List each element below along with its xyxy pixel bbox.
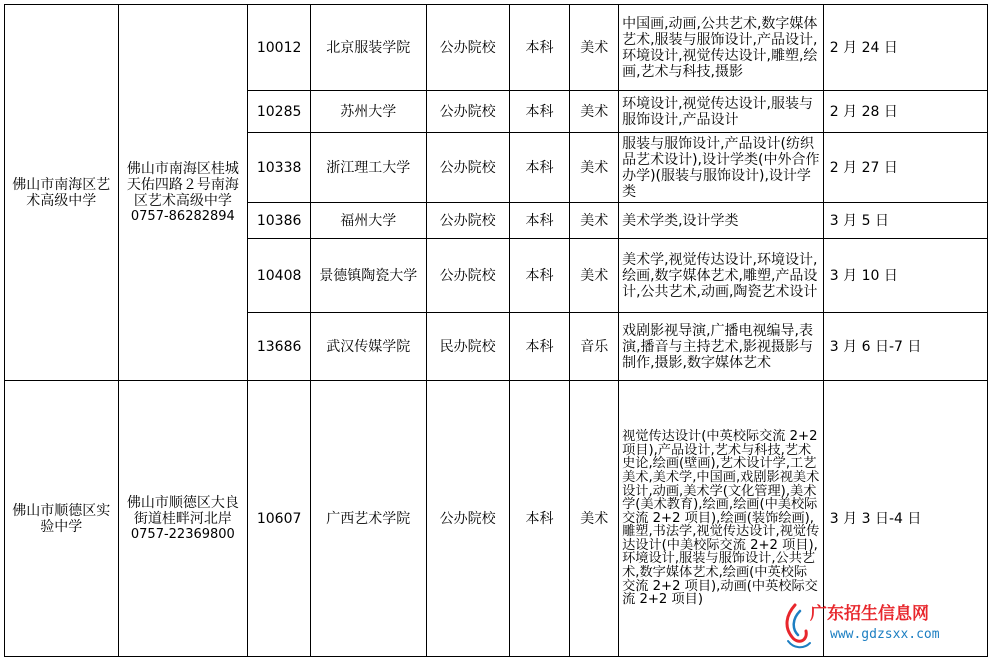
- college-name: 武汉传媒学院: [311, 313, 427, 381]
- degree-level: 本科: [509, 239, 570, 313]
- college-type: 公办院校: [426, 203, 509, 239]
- majors-list: 服装与服饰设计,产品设计(纺织品艺术设计),设计学类(中外合作办学)(服装与服饰设计),设计学类: [619, 133, 824, 203]
- exam-date: 2 月 24 日: [823, 5, 987, 91]
- phone-text: 0757-86282894: [130, 208, 235, 224]
- college-code: 10285: [248, 91, 311, 133]
- college-name: 苏州大学: [311, 91, 427, 133]
- majors-list: 美术学类,设计学类: [619, 203, 824, 239]
- degree-level: 本科: [509, 91, 570, 133]
- exam-date: 3 月 5 日: [823, 203, 987, 239]
- address-text: 佛山市南海区桂城天佑四路２号南海区艺术高级中学: [126, 160, 239, 209]
- majors-list: 视觉传达设计(中英校际交流 2+2 项目),产品设计,艺术与科技,艺术史论,绘画(壁画),艺术设计学,工艺美术,美术学,中国画,戏剧影视美术设计,动画,美术学(文化管理),美术学(美术教育),绘画,绘画(中美校际交流 2+2 项目),绘画(装饰绘画),雕塑,书法学,视觉传达设计,视觉传达设计(中美校际交流 2+2 项目),环境设计,服装与服饰设计,公共艺术,数字媒体艺术,绘画(中英校际交流 2+2 项目),动画(中英校际交流 2+2 项目): [619, 381, 824, 657]
- address-cell: [118, 5, 248, 381]
- degree-level: 本科: [509, 203, 570, 239]
- watermark-title: 广东招生信息网: [810, 604, 929, 624]
- high-school-name: 佛山市南海区艺术高级中学: [12, 176, 111, 209]
- college-type: 公办院校: [426, 133, 509, 203]
- majors-list: 环境设计,视觉传达设计,服装与服饰设计,产品设计: [619, 91, 824, 133]
- exam-category: 美术: [570, 381, 619, 657]
- college-type: 公办院校: [426, 91, 509, 133]
- degree-level: 本科: [509, 313, 570, 381]
- majors-list: 美术学,视觉传达设计,环境设计,绘画,数字媒体艺术,雕塑,产品设计,公共艺术,动画,陶瓷艺术设计: [619, 239, 824, 313]
- exam-category: 美术: [570, 91, 619, 133]
- exam-date: 3 月 3 日-4 日: [823, 381, 987, 657]
- college-type: 公办院校: [426, 239, 509, 313]
- phone-text: 0757-22369800: [130, 526, 235, 542]
- admissions-table: [4, 4, 988, 657]
- degree-level: 本科: [509, 5, 570, 91]
- exam-date: 3 月 6 日-7 日: [823, 313, 987, 381]
- degree-level: 本科: [509, 381, 570, 657]
- exam-category: 美术: [570, 133, 619, 203]
- college-code: 10607: [248, 381, 311, 657]
- college-name: 北京服装学院: [311, 5, 427, 91]
- college-type: 公办院校: [426, 5, 509, 91]
- college-name: 浙江理工大学: [311, 133, 427, 203]
- exam-category: 美术: [570, 239, 619, 313]
- exam-date: 3 月 10 日: [823, 239, 987, 313]
- degree-level: 本科: [509, 133, 570, 203]
- college-code: 10012: [248, 5, 311, 91]
- college-code: 10386: [248, 203, 311, 239]
- address-text: 佛山市顺德区大良街道桂畔河北岸: [126, 494, 239, 527]
- college-name: 广西艺术学院: [311, 381, 427, 657]
- college-name: 景德镇陶瓷大学: [311, 239, 427, 313]
- address-cell: [118, 381, 248, 657]
- college-code: 10338: [248, 133, 311, 203]
- college-code: 13686: [248, 313, 311, 381]
- exam-category: 美术: [570, 203, 619, 239]
- exam-date: 2 月 27 日: [823, 133, 987, 203]
- exam-date: 2 月 28 日: [823, 91, 987, 133]
- college-type: 民办院校: [426, 313, 509, 381]
- majors-list: 戏剧影视导演,广播电视编导,表演,播音与主持艺术,影视摄影与制作,摄影,数字媒体艺术: [619, 313, 824, 381]
- swirl-logo-icon: [778, 601, 812, 651]
- college-code: 10408: [248, 239, 311, 313]
- table-row: [5, 5, 988, 91]
- high-school-cell: [5, 5, 119, 381]
- high-school-cell: [5, 381, 119, 657]
- majors-list: 中国画,动画,公共艺术,数字媒体艺术,服装与服饰设计,产品设计,环境设计,视觉传达设计,雕塑,绘画,艺术与科技,摄影: [619, 5, 824, 91]
- college-name: 福州大学: [311, 203, 427, 239]
- watermark-url: www.gdzsxx.com: [830, 627, 940, 642]
- high-school-name: 佛山市顺德区实验中学: [12, 502, 111, 535]
- exam-category: 美术: [570, 5, 619, 91]
- site-watermark: [778, 597, 978, 657]
- college-type: 公办院校: [426, 381, 509, 657]
- exam-category: 音乐: [570, 313, 619, 381]
